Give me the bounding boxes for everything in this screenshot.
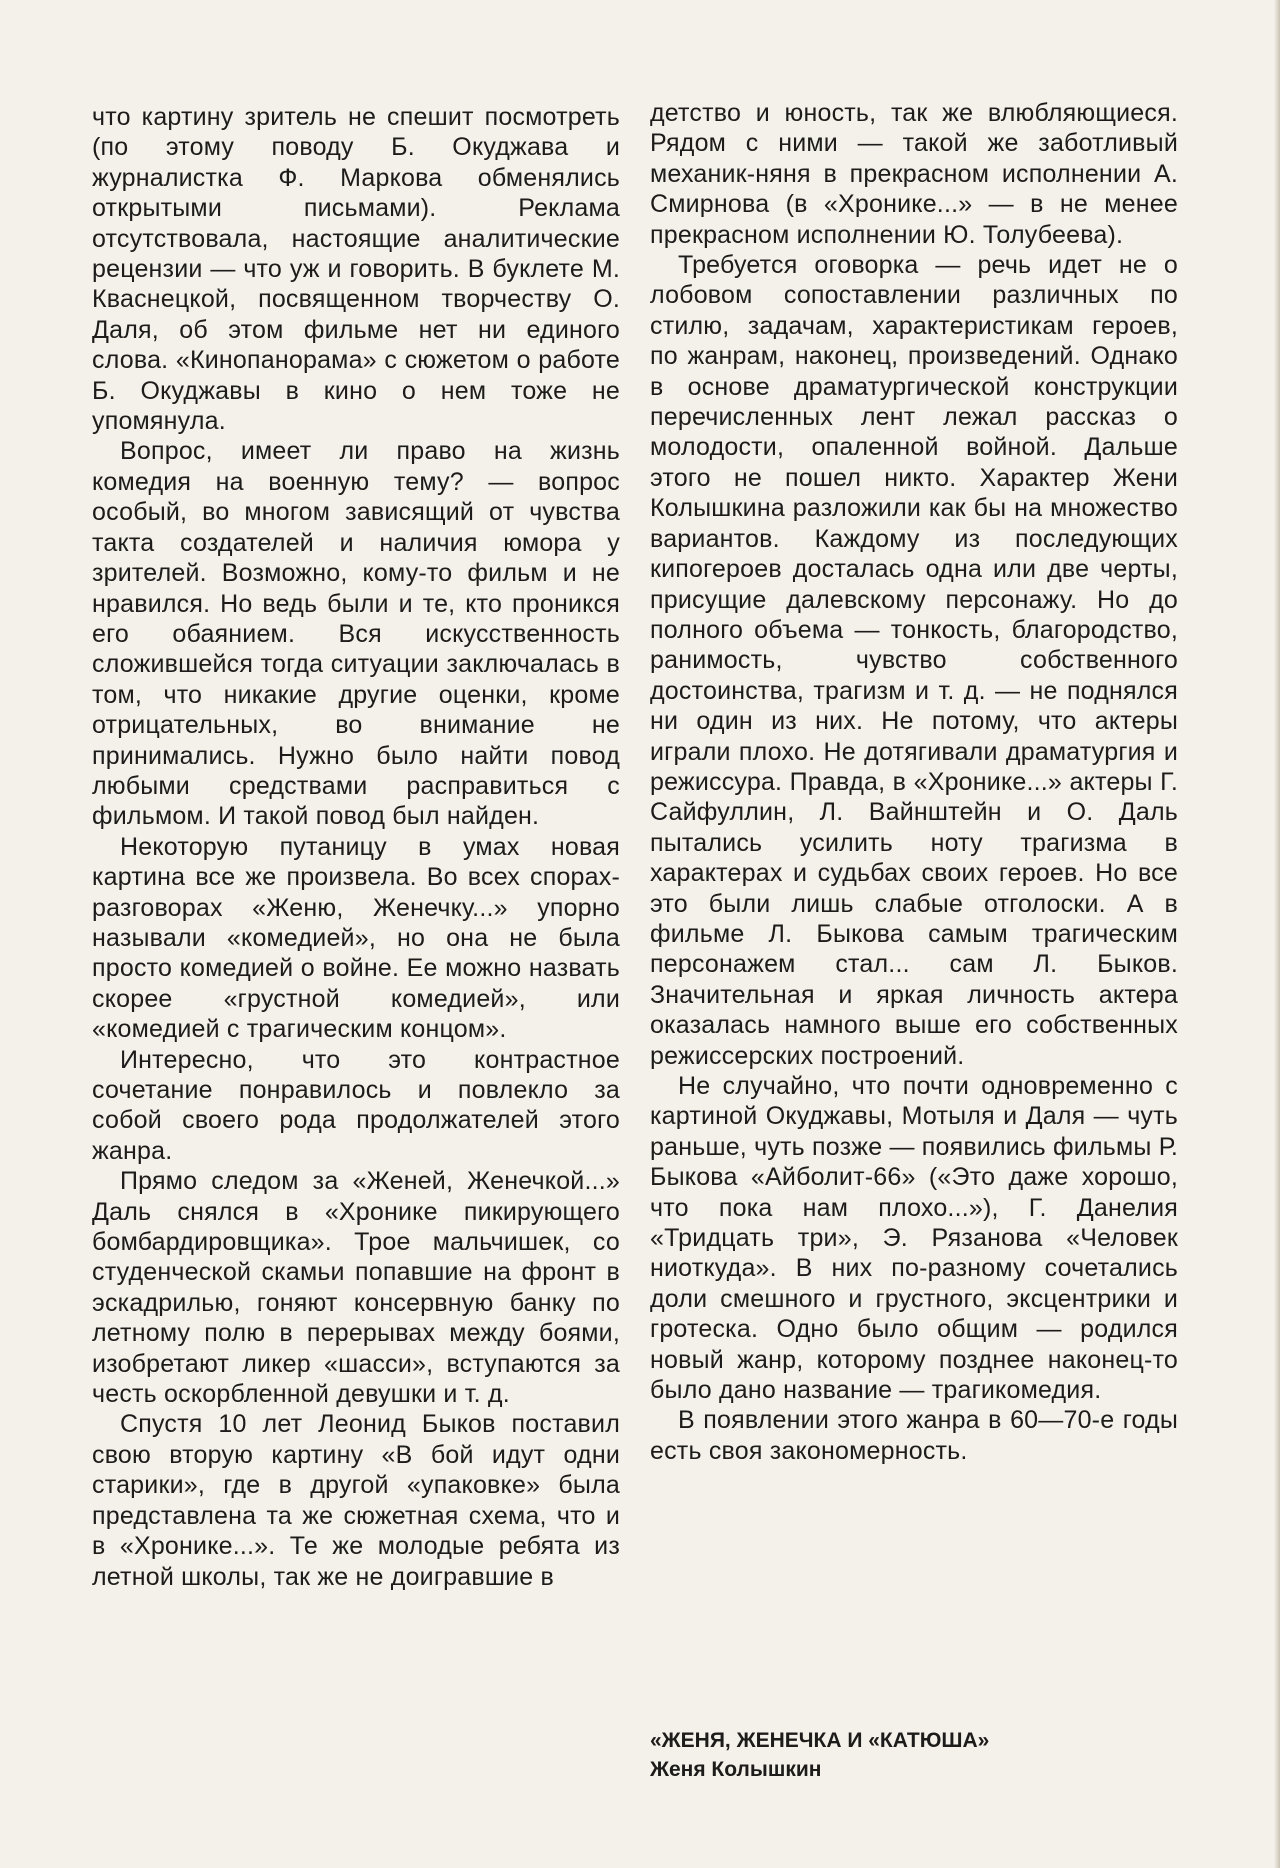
page-edge-shadow [1274,0,1280,1868]
paragraph: Вопрос, имеет ли право на жизнь комедия на военную тему? — вопрос особый, во многом зависящий от чувства такта создателей и наличия юмора у зрителей. Возможно, кому-то фильм и не нравился. Но ведь были и те, кто проникся его обаянием. Вся искусственность сложившейся тогда ситуации заключалась в том, что никакие другие оценки, кроме отрицательных, во внимание не принимались. Нужно было найти повод любыми средствами расправиться с фильмом. И такой повод был найден. [92,437,620,831]
paragraph: Спустя 10 лет Леонид Быков поставил свою вторую картину «В бой идут одни старики», где в другой «упаковке» была представлена та же сюжетная схема, что и в «Хронике...». Те же молодые ребята из летной школы, так же не доигравшие в [92,1410,620,1591]
caption-title: «ЖЕНЯ, ЖЕНЕЧКА И «КАТЮША» [650,1729,990,1752]
right-column [650,98,1178,1466]
caption-subtitle: Женя Колышкин [650,1758,822,1781]
paragraph: Прямо следом за «Женей, Женечкой...» Даль снялся в «Хронике пикирующего бомбардировщика». Трое мальчишек, со студенческой скамьи попавшие на фронт в эскадрилью, гоняют консервную банку по летному полю в перерывах между боями, изобретают ликер «шасси», вступаются за честь оскорбленной девушки и т. д. [92,1167,620,1409]
paragraph: что картину зритель не спешит посмотреть (по этому поводу Б. Окуджава и журналистка Ф. Маркова обменялись открытыми письмами). Реклама отсутствовала, настоящие аналитические рецензии — что уж и говорить. В буклете М. Кваснецкой, посвященном творчеству О. Даля, об этом фильме нет ни единого слова. «Кинопанорама» с сюжетом о работе Б. Окуджавы в кино о нем тоже не упомянула. [92,103,620,436]
photo-caption [650,1726,1210,1784]
left-column [92,102,620,1592]
paragraph: В появлении этого жанра в 60—70-е годы есть своя закономерность. [650,1406,1178,1465]
paragraph: Не случайно, что почти одновременно с картиной Окуджавы, Мотыля и Даля — чуть раньше, чуть позже — появились фильмы Р. Быкова «Айболит-66» («Это даже хорошо, что пока нам плохо...»), Г. Данелия «Тридцать три», Э. Рязанова «Человек ниоткуда». В них по-разному сочетались доли смешного и грустного, эксцентрики и гротеска. Одно было общим — родился новый жанр, которому позднее наконец-то было дано название — трагикомедия. [650,1072,1178,1405]
paragraph: Интересно, что это контрастное сочетание понравилось и повлекло за собой своего рода продолжателей этого жанра. [92,1045,620,1165]
paragraph: детство и юность, так же влюбляющиеся. Рядом с ними — такой же заботливый механик-няня в прекрасном исполнении А. Смирнова (в «Хронике...» — в не менее прекрасном исполнении Ю. Толубеева). [650,99,1178,249]
paragraph: Некоторую путаницу в умах новая картина все же произвела. Во всех спорах-разговорах «Женю, Женечку...» упорно называли «комедией», но она не была просто комедией о войне. Ее можно назвать скорее «грустной комедией», или «комедией с трагическим концом». [92,832,620,1044]
paragraph: Требуется оговорка — речь идет не о лобовом сопоставлении различных по стилю, задачам, характеристикам героев, по жанрам, наконец, произведений. Однако в основе драматургической конструкции перечисленных лент лежал рассказ о молодости, опаленной войной. Дальше этого не пошел никто. Характер Жени Колышкина разложили как бы на множество вариантов. Каждому из последующих кипогероев досталась одна или две черты, присущие далевскому персонажу. Но до полного объема — тонкость, благородство, ранимость, чувство собственного достоинства, трагизм и т. д. — не поднялся ни один из них. Не потому, что актеры играли плохо. Не дотягивали драматургия и режиссура. Правда, в «Хронике...» актеры Г. Сайфуллин, Л. Вайнштейн и О. Даль пытались усилить ноту трагизма в характерах и судьбах своих героев. Но все это были лишь слабые отголоски. А в фильме Л. Быкова самым трагическим персонажем стал... сам Л. Быков. Значительная и яркая личность актера оказалась намного выше его собственных режиссерских построений. [650,251,1178,1070]
